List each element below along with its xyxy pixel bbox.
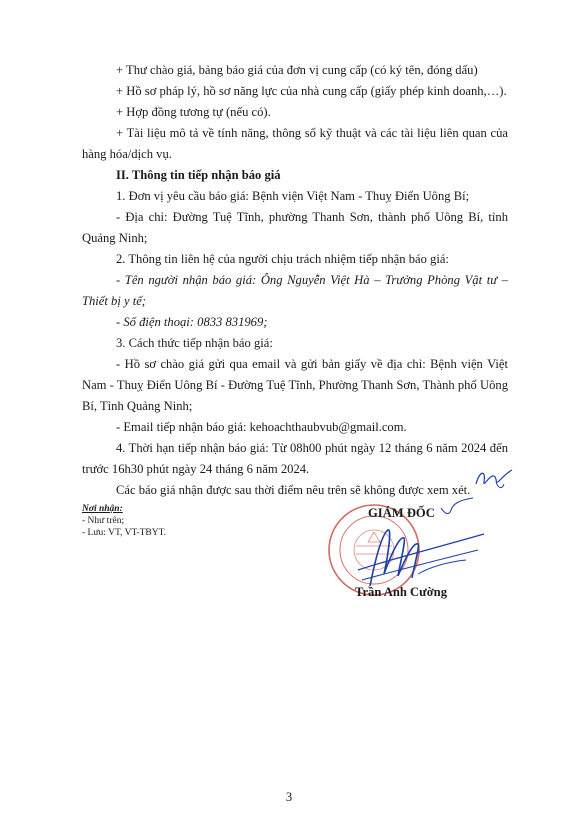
recipient-item: - Như trên; <box>82 516 125 526</box>
recipient-item: - Lưu: VT, VT-TBYT. <box>82 528 167 538</box>
recipients <box>82 503 166 539</box>
requirement-price-letter: + Thư chào giá, bảng báo giá của đơn vị cung cấp (có ký tên, đóng dấu) <box>116 63 478 77</box>
late-submission-note: Các báo giá nhận được sau thời điểm nêu trên sẽ không được xem xét. <box>116 483 471 497</box>
requesting-unit: 1. Đơn vị yêu cầu báo giá: Bệnh viện Việt Nam - Thuỵ Điển Uông Bí; <box>116 189 470 203</box>
signature-block <box>318 500 508 612</box>
receiving-method: - Hồ sơ chào giá gửi qua email và gửi bản giấy về địa chỉ: Bệnh viện Việt Nam - Thuỵ Điển Uông Bí - Đường Tuệ Tĩnh, Phường Thanh Sơn, Thành phố Uông Bí, Tỉnh Quảng Ninh; <box>82 357 508 413</box>
requirement-legal-docs: + Hồ sơ pháp lý, hồ sơ năng lực của nhà cung cấp (giấy phép kinh doanh,…). <box>116 84 507 98</box>
section-heading-2: II. Thông tin tiếp nhận báo giá <box>116 168 281 182</box>
page-number: 3 <box>285 790 293 804</box>
signer-title: GIÁM ĐỐC <box>368 506 435 520</box>
requirement-similar-contracts: + Hợp đồng tương tự (nếu có). <box>116 105 271 119</box>
recipients-title: Nơi nhận: <box>82 504 123 514</box>
initial-mark-icon <box>474 464 514 492</box>
requirement-technical-docs: + Tài liệu mô tả về tính năng, thông số kỹ thuật và các tài liệu liên quan của hàng hóa/dịch vụ. <box>82 126 508 161</box>
signer-name: Trần Anh Cường <box>355 585 447 599</box>
receiver-name: - Tên người nhận báo giá: Ông Nguyễn Việt Hà – Trưởng Phòng Vật tư – Thiết bị y tế; <box>82 273 508 308</box>
phone-number: - Số điện thoại: 0833 831969; <box>116 315 268 329</box>
address: - Địa chỉ: Đường Tuệ Tĩnh, phường Thanh Sơn, thành phố Uông Bí, tỉnh Quảng Ninh; <box>82 210 508 245</box>
receiving-email: - Email tiếp nhận báo giá: kehoachthaubvub@gmail.com. <box>116 420 407 434</box>
handwritten-signature-icon <box>348 516 488 596</box>
deadline: 4. Thời hạn tiếp nhận báo giá: Từ 08h00 phút ngày 12 tháng 6 năm 2024 đến trước 16h30 phút ngày 24 tháng 6 năm 2024. <box>82 441 508 476</box>
receiving-method-heading: 3. Cách thức tiếp nhận báo giá: <box>116 336 273 350</box>
document-body <box>82 60 508 501</box>
contact-info-heading: 2. Thông tin liên hệ của người chịu trách nhiệm tiếp nhận báo giá: <box>116 252 449 266</box>
